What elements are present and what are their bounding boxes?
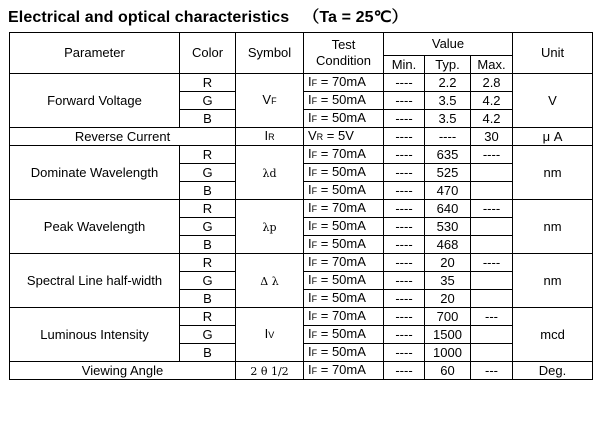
header-parameter: Parameter (10, 33, 180, 74)
max-cell (471, 218, 513, 236)
condition-main: I (308, 110, 312, 125)
condition-main: I (308, 362, 312, 377)
condition-main: I (308, 218, 312, 233)
max-cell (471, 344, 513, 362)
min-cell: ---- (384, 344, 425, 362)
condition-rest: = 50mA (317, 182, 366, 197)
typ-cell: 468 (425, 236, 471, 254)
min-cell: ---- (384, 326, 425, 344)
color-cell: B (180, 182, 236, 200)
parameter-cell: Peak Wavelength (10, 200, 180, 254)
condition-main: I (308, 164, 312, 179)
min-cell: ---- (384, 146, 425, 164)
header-symbol: Symbol (236, 33, 304, 74)
color-cell: B (180, 290, 236, 308)
condition-rest: = 50mA (317, 344, 366, 359)
condition-sub: F (311, 168, 318, 178)
max-cell: 30 (471, 128, 513, 146)
color-cell: G (180, 218, 236, 236)
min-cell: ---- (384, 362, 425, 380)
typ-cell: 35 (425, 272, 471, 290)
header-test-condition-line2: Condition (316, 53, 371, 68)
condition-main: I (308, 146, 312, 161)
parameter-cell: Reverse Current (10, 128, 236, 146)
header-test-condition-line1: Test (331, 37, 356, 52)
condition-main: I (308, 92, 312, 107)
typ-cell: ---- (425, 128, 471, 146)
condition-rest: = 50mA (317, 110, 366, 125)
color-cell: R (180, 146, 236, 164)
min-cell: ---- (384, 92, 425, 110)
unit-cell: mcd (513, 308, 593, 362)
color-cell: R (180, 254, 236, 272)
condition-cell (304, 182, 384, 200)
condition-cell (304, 218, 384, 236)
color-cell: G (180, 272, 236, 290)
min-cell: ---- (384, 290, 425, 308)
condition-sub: R (316, 132, 324, 142)
parameter-cell: Forward Voltage (10, 74, 180, 128)
symbol-cell (236, 128, 304, 146)
color-cell: B (180, 344, 236, 362)
symbol-cell (236, 362, 304, 380)
condition-sub: F (311, 78, 318, 88)
condition-cell (304, 272, 384, 290)
title-text: Electrical and optical characteristics (8, 9, 290, 26)
color-cell: G (180, 92, 236, 110)
header-unit: Unit (513, 33, 593, 74)
table-row (10, 200, 593, 218)
color-cell: R (180, 200, 236, 218)
condition-main: I (308, 326, 312, 341)
condition-cell (304, 110, 384, 128)
page-title (8, 4, 408, 27)
max-cell (471, 182, 513, 200)
condition-sub: F (311, 114, 318, 124)
table-row (10, 128, 593, 146)
condition-sub: F (311, 258, 318, 268)
symbol-main: λ (262, 220, 270, 234)
condition-rest: = 70mA (317, 146, 366, 161)
condition-cell (304, 236, 384, 254)
typ-cell: 3.5 (425, 110, 471, 128)
condition-cell (304, 362, 384, 380)
color-cell: R (180, 308, 236, 326)
unit-cell: V (513, 74, 593, 128)
parameter-cell: Viewing Angle (10, 362, 236, 380)
symbol-cell (236, 254, 304, 308)
min-cell: ---- (384, 74, 425, 92)
min-cell: ---- (384, 254, 425, 272)
condition-main: I (308, 200, 312, 215)
symbol-sub: p (269, 220, 277, 234)
color-cell: G (180, 164, 236, 182)
min-cell: ---- (384, 236, 425, 254)
typ-cell: 700 (425, 308, 471, 326)
unit-cell: Deg. (513, 362, 593, 380)
typ-cell: 640 (425, 200, 471, 218)
typ-cell: 3.5 (425, 92, 471, 110)
header-color: Color (180, 33, 236, 74)
condition-cell (304, 200, 384, 218)
condition-sub: F (311, 222, 318, 232)
color-cell: B (180, 236, 236, 254)
parameter-cell: Dominate Wavelength (10, 146, 180, 200)
color-cell: B (180, 110, 236, 128)
max-cell (471, 164, 513, 182)
condition-cell (304, 326, 384, 344)
condition-main: I (308, 254, 312, 269)
typ-cell: 2.2 (425, 74, 471, 92)
condition-rest: = 50mA (317, 218, 366, 233)
max-cell: ---- (471, 146, 513, 164)
condition-sub: F (311, 96, 318, 106)
condition-rest: = 70mA (317, 362, 366, 377)
condition-main: I (308, 182, 312, 197)
min-cell: ---- (384, 200, 425, 218)
table-row (10, 146, 593, 164)
condition-sub: F (311, 312, 318, 322)
condition-rest: = 50mA (317, 92, 366, 107)
condition-cell (304, 290, 384, 308)
condition-rest: = 70mA (317, 254, 366, 269)
typ-cell: 20 (425, 254, 471, 272)
condition-main: I (308, 344, 312, 359)
max-cell: --- (471, 362, 513, 380)
min-cell: ---- (384, 128, 425, 146)
max-cell: ---- (471, 200, 513, 218)
title-condition: （Ta = 25℃） (303, 9, 408, 26)
condition-sub: F (311, 366, 318, 376)
symbol-sub: V (268, 330, 275, 340)
header-test-condition (304, 33, 384, 74)
max-cell (471, 236, 513, 254)
typ-cell: 60 (425, 362, 471, 380)
symbol-main: I (264, 128, 269, 143)
condition-sub: F (311, 240, 318, 250)
unit-cell: nm (513, 200, 593, 254)
parameter-cell: Luminous Intensity (10, 308, 180, 362)
condition-main: V (308, 128, 317, 143)
unit-cell: μ A (513, 128, 593, 146)
condition-main: I (308, 74, 312, 89)
condition-sub: F (311, 186, 318, 196)
typ-cell: 1000 (425, 344, 471, 362)
condition-sub: F (311, 348, 318, 358)
typ-cell: 635 (425, 146, 471, 164)
typ-cell: 525 (425, 164, 471, 182)
typ-cell: 470 (425, 182, 471, 200)
min-cell: ---- (384, 218, 425, 236)
condition-cell (304, 128, 384, 146)
condition-cell (304, 308, 384, 326)
max-cell: 2.8 (471, 74, 513, 92)
condition-sub: F (311, 204, 318, 214)
condition-cell (304, 164, 384, 182)
unit-cell: nm (513, 254, 593, 308)
symbol-cell (236, 146, 304, 200)
min-cell: ---- (384, 272, 425, 290)
header-row (10, 33, 593, 56)
header-typ: Typ. (425, 56, 471, 74)
unit-cell: nm (513, 146, 593, 200)
condition-main: I (308, 308, 312, 323)
symbol-cell (236, 200, 304, 254)
header-min: Min. (384, 56, 425, 74)
condition-rest: = 50mA (317, 164, 366, 179)
condition-cell (304, 254, 384, 272)
table-body (10, 74, 593, 380)
condition-main: I (308, 272, 312, 287)
condition-sub: F (311, 294, 318, 304)
table-row (10, 308, 593, 326)
table-row (10, 254, 593, 272)
color-cell: R (180, 74, 236, 92)
symbol-cell (236, 74, 304, 128)
condition-rest: = 50mA (317, 272, 366, 287)
min-cell: ---- (384, 110, 425, 128)
typ-cell: 530 (425, 218, 471, 236)
min-cell: ---- (384, 182, 425, 200)
condition-cell (304, 344, 384, 362)
max-cell (471, 326, 513, 344)
max-cell (471, 272, 513, 290)
symbol-main: Δ λ (260, 274, 279, 288)
color-cell: G (180, 326, 236, 344)
symbol-cell (236, 308, 304, 362)
symbol-sub: F (271, 96, 277, 106)
header-max: Max. (471, 56, 513, 74)
characteristics-table (9, 32, 593, 380)
typ-cell: 20 (425, 290, 471, 308)
max-cell: 4.2 (471, 110, 513, 128)
symbol-sub: R (268, 132, 275, 142)
parameter-cell: Spectral Line half-width (10, 254, 180, 308)
condition-rest: = 50mA (317, 290, 366, 305)
condition-rest: = 5V (323, 128, 354, 143)
min-cell: ---- (384, 164, 425, 182)
min-cell: ---- (384, 308, 425, 326)
max-cell: --- (471, 308, 513, 326)
condition-main: I (308, 290, 312, 305)
condition-cell (304, 146, 384, 164)
condition-sub: F (311, 150, 318, 160)
typ-cell: 1500 (425, 326, 471, 344)
condition-rest: = 70mA (317, 74, 366, 89)
max-cell (471, 290, 513, 308)
condition-rest: = 50mA (317, 236, 366, 251)
max-cell: ---- (471, 254, 513, 272)
symbol-main: V (262, 92, 272, 107)
symbol-main: λ (262, 166, 270, 180)
condition-rest: = 70mA (317, 308, 366, 323)
condition-rest: = 70mA (317, 200, 366, 215)
condition-cell (304, 74, 384, 92)
table-row (10, 362, 593, 380)
header-value: Value (384, 33, 513, 56)
symbol-main: 2 θ 1/2 (250, 364, 289, 378)
table-row (10, 74, 593, 92)
max-cell: 4.2 (471, 92, 513, 110)
symbol-main: I (264, 326, 269, 341)
condition-sub: F (311, 276, 318, 286)
condition-main: I (308, 236, 312, 251)
condition-rest: = 50mA (317, 326, 366, 341)
condition-cell (304, 92, 384, 110)
condition-sub: F (311, 330, 318, 340)
symbol-sub: d (269, 166, 277, 180)
